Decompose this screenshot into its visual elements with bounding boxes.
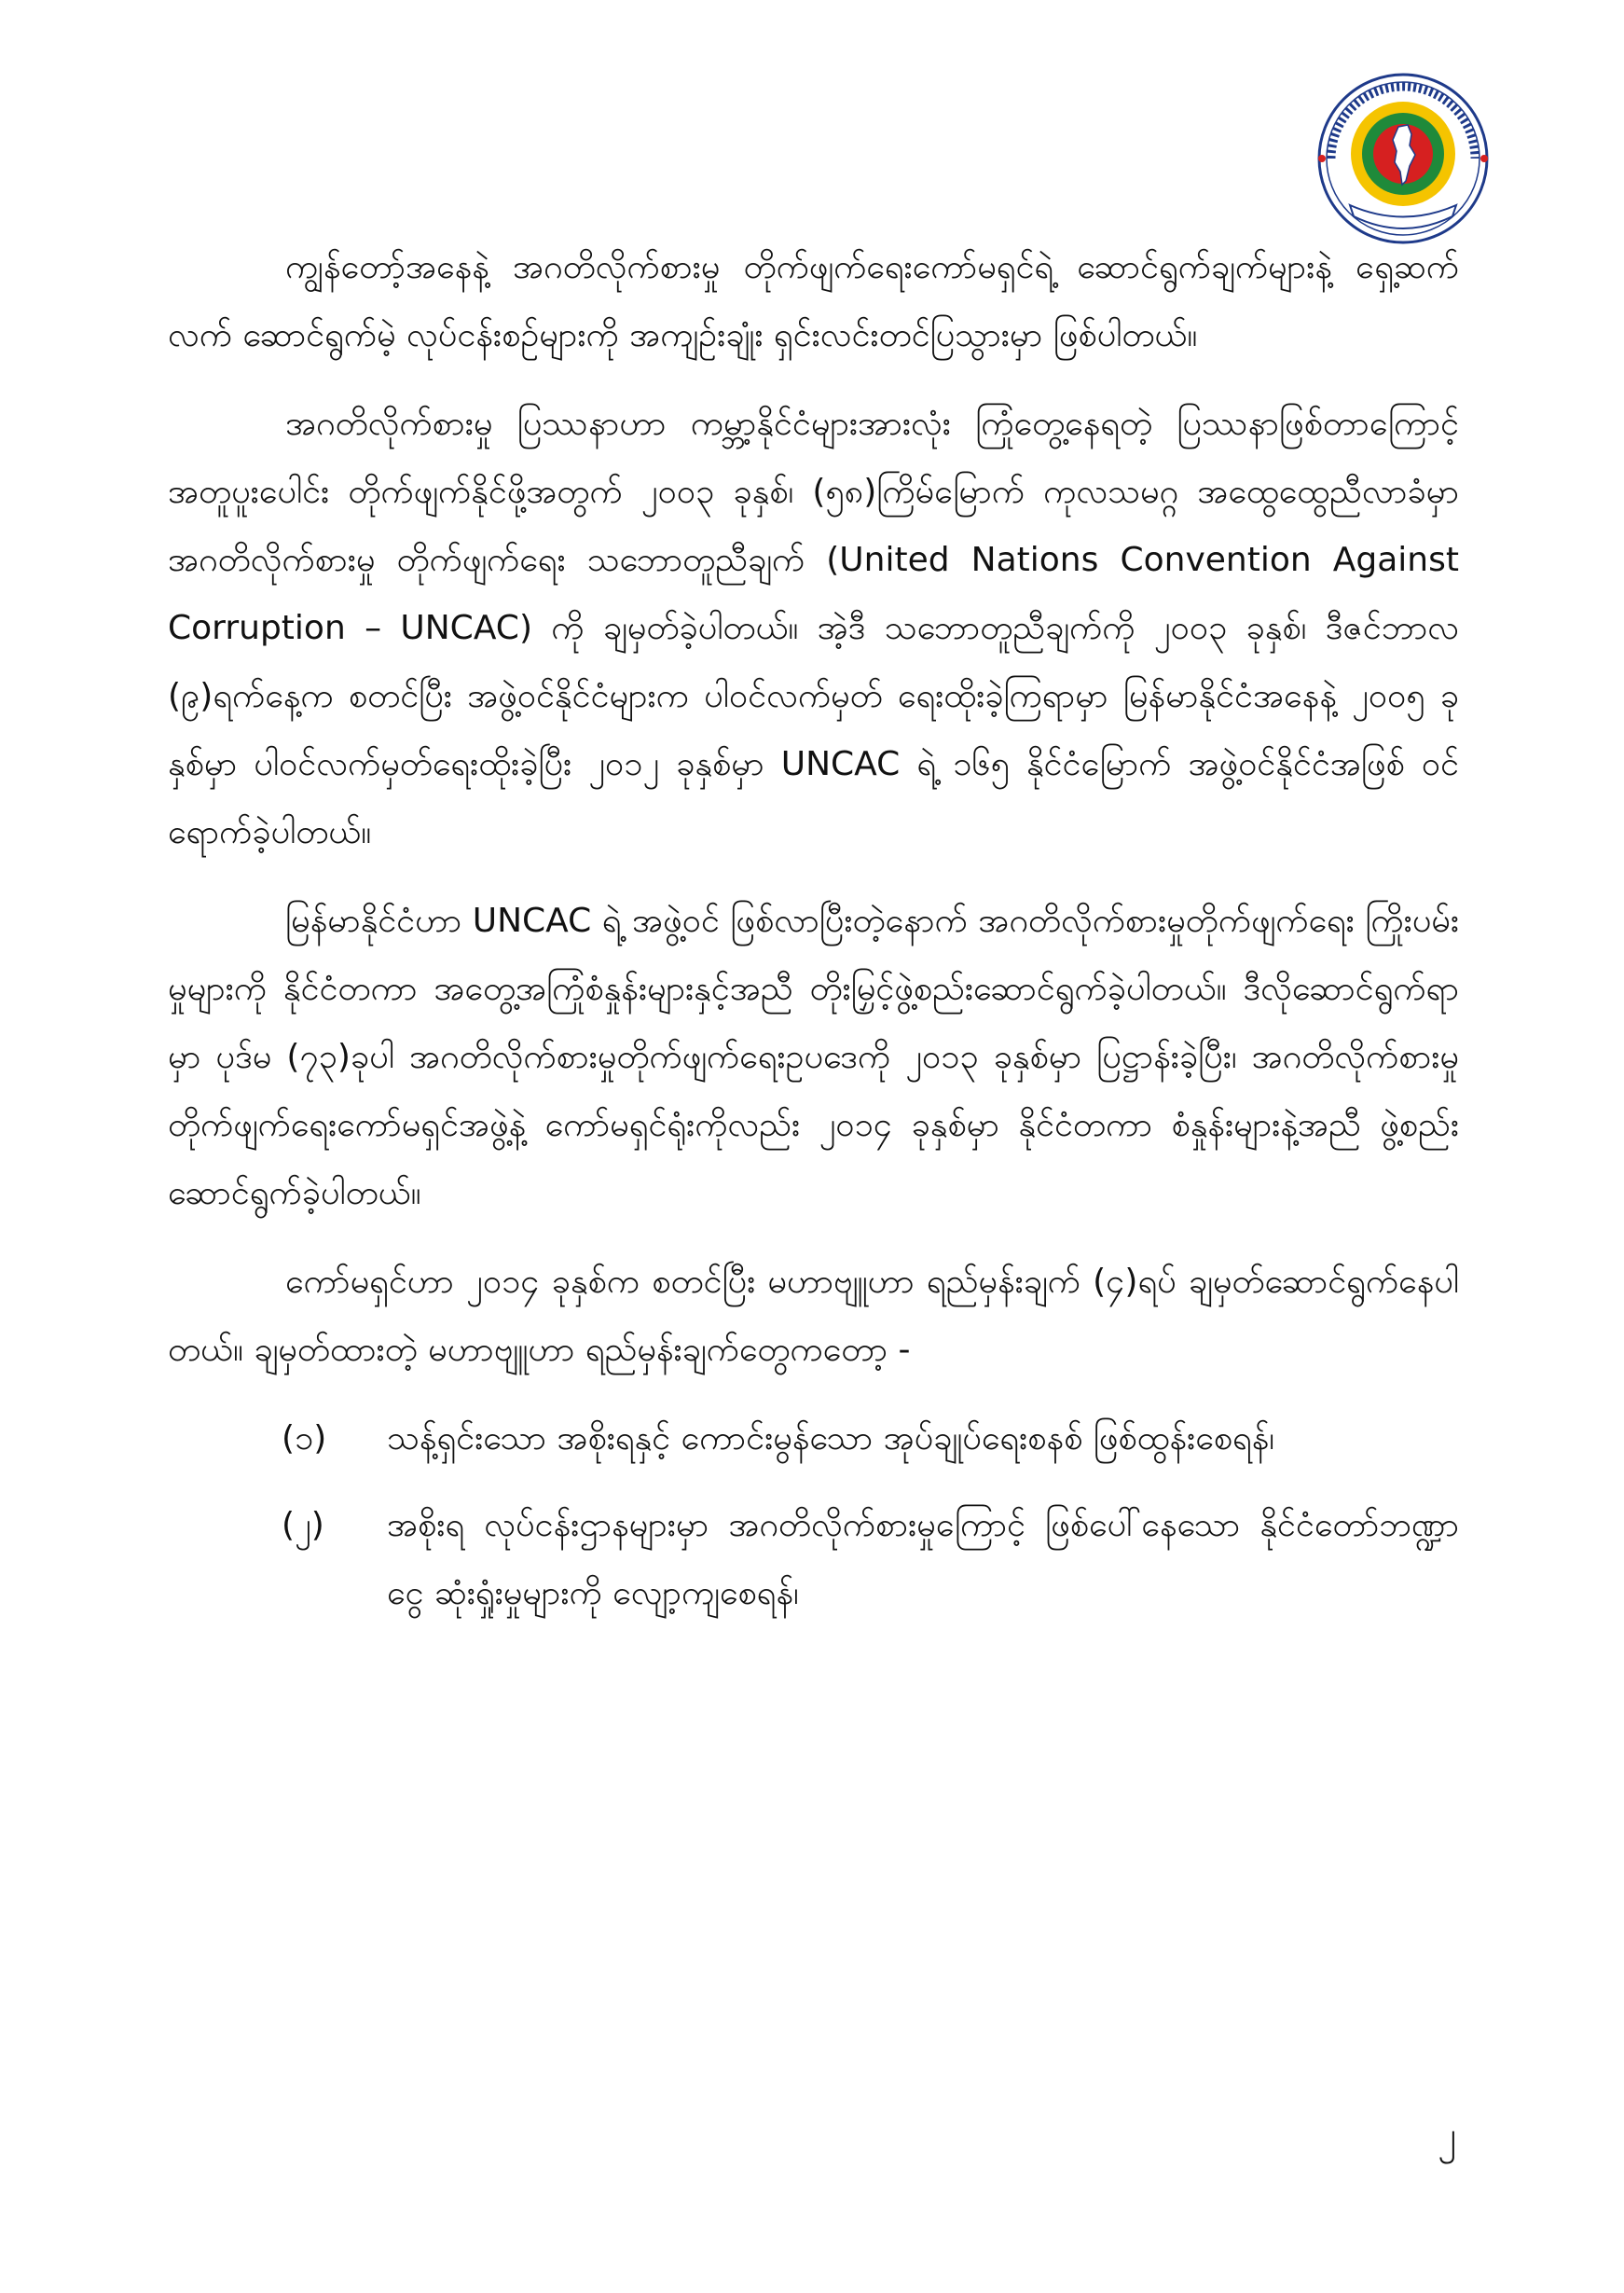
list-item [168, 1491, 1459, 1627]
list-item-text: အစိုးရ လုပ်ငန်းဌာနများမှာ အဂတိလိုက်စားမှုကြောင့် ဖြစ်ပေါ်နေသော နိုင်ငံတော်ဘဏ္ဍာငွေ ဆုံးရှုံးမှုများကို လျော့ကျစေရန်၊ [387, 1506, 1459, 1612]
list-item-text: သန့်ရှင်းသော အစိုးရနှင့် ကောင်းမွန်သော အုပ်ချုပ်ရေးစနစ် ဖြစ်ထွန်းစေရန်၊ [387, 1419, 1274, 1457]
document-body [168, 233, 1459, 1646]
paragraph-4: ကော်မရှင်ဟာ ၂၀၁၄ ခုနှစ်က စတင်ပြီး မဟာဗျူဟာ ရည်မှန်းချက် (၄)ရပ် ချမှတ်ဆောင်ရွက်နေပါတယ်။ ချမှတ်ထားတဲ့ မဟာဗျူဟာ ရည်မှန်းချက်တွေကတော့ - [168, 1263, 1459, 1369]
paragraph-1: ကျွန်တော့်အနေနဲ့ အဂတိလိုက်စားမှု တိုက်ဖျက်ရေးကော်မရှင်ရဲ့ ဆောင်ရွက်ချက်များနဲ့ ရှေ့ဆက်လက် ဆောင်ရွက်မဲ့ လုပ်ငန်းစဉ်များကို အကျဉ်းချုံး ရှင်းလင်းတင်ပြသွားမှာ ဖြစ်ပါတယ်။ [168, 248, 1459, 354]
paragraph-2: အဂတိလိုက်စားမှု ပြဿနာဟာ ကမ္ဘာ့နိုင်ငံများအားလုံး ကြုံတွေ့နေရတဲ့ ပြဿနာဖြစ်တာကြောင့် အတူပူးပေါင်း တိုက်ဖျက်နိုင်ဖို့အတွက် ၂၀၀၃ ခုနှစ်၊ (၅၈)ကြိမ်မြောက် ကုလသမဂ္ဂ အထွေထွေညီလာခံမှာ အဂတိလိုက်စားမှု တိုက်ဖျက်ရေး သဘောတူညီချက် (United Nations Convention Against Corruption – UNCAC) ကို ချမှတ်ခဲ့ပါတယ်။ အဲ့ဒီ သဘောတူညီချက်ကို ၂၀၀၃ ခုနှစ်၊ ဒီဇင်ဘာလ (၉)ရက်နေ့က စတင်ပြီး အဖွဲ့ဝင်နိုင်ငံများက ပါဝင်လက်မှတ် ရေးထိုးခဲ့ကြရာမှာ မြန်မာနိုင်ငံအနေနဲ့ ၂၀၀၅ ခုနှစ်မှာ ပါဝင်လက်မှတ်ရေးထိုးခဲ့ပြီး ၂၀၁၂ ခုနှစ်မှာ UNCAC ရဲ့ ၁၆၅ နိုင်ငံမြောက် အဖွဲ့ဝင်နိုင်ငံအဖြစ် ဝင်ရောက်ခဲ့ပါတယ်။ [168, 405, 1459, 851]
list-item [168, 1404, 1459, 1472]
list-item-number: (၂) [282, 1506, 324, 1544]
commission-logo [1305, 65, 1501, 252]
paragraph-3: မြန်မာနိုင်ငံဟာ UNCAC ရဲ့ အဖွဲ့ဝင် ဖြစ်လာပြီးတဲ့နောက် အဂတိလိုက်စားမှုတိုက်ဖျက်ရေး ကြိုးပမ်းမှုများကို နိုင်ငံတကာ အတွေ့အကြုံစံနှုန်းများနှင့်အညီ တိုးမြှင့်ဖွဲ့စည်းဆောင်ရွက်ခဲ့ပါတယ်။ ဒီလိုဆောင်ရွက်ရာမှာ ပုဒ်မ (၇၃)ခုပါ အဂတိလိုက်စားမှုတိုက်ဖျက်ရေးဥပဒေကို ၂၀၁၃ ခုနှစ်မှာ ပြဋ္ဌာန်းခဲ့ပြီး၊ အဂတိလိုက်စားမှု တိုက်ဖျက်ရေးကော်မရှင်အဖွဲ့နဲ့ ကော်မရှင်ရုံးကိုလည်း ၂၀၁၄ ခုနှစ်မှာ နိုင်ငံတကာ စံနှုန်းများနဲ့အညီ ဖွဲ့စည်းဆောင်ရွက်ခဲ့ပါတယ်။ [168, 902, 1459, 1212]
list-item-number: (၁) [282, 1419, 327, 1457]
objectives-list [168, 1404, 1459, 1627]
page-number: ၂ [1438, 2114, 1456, 2157]
